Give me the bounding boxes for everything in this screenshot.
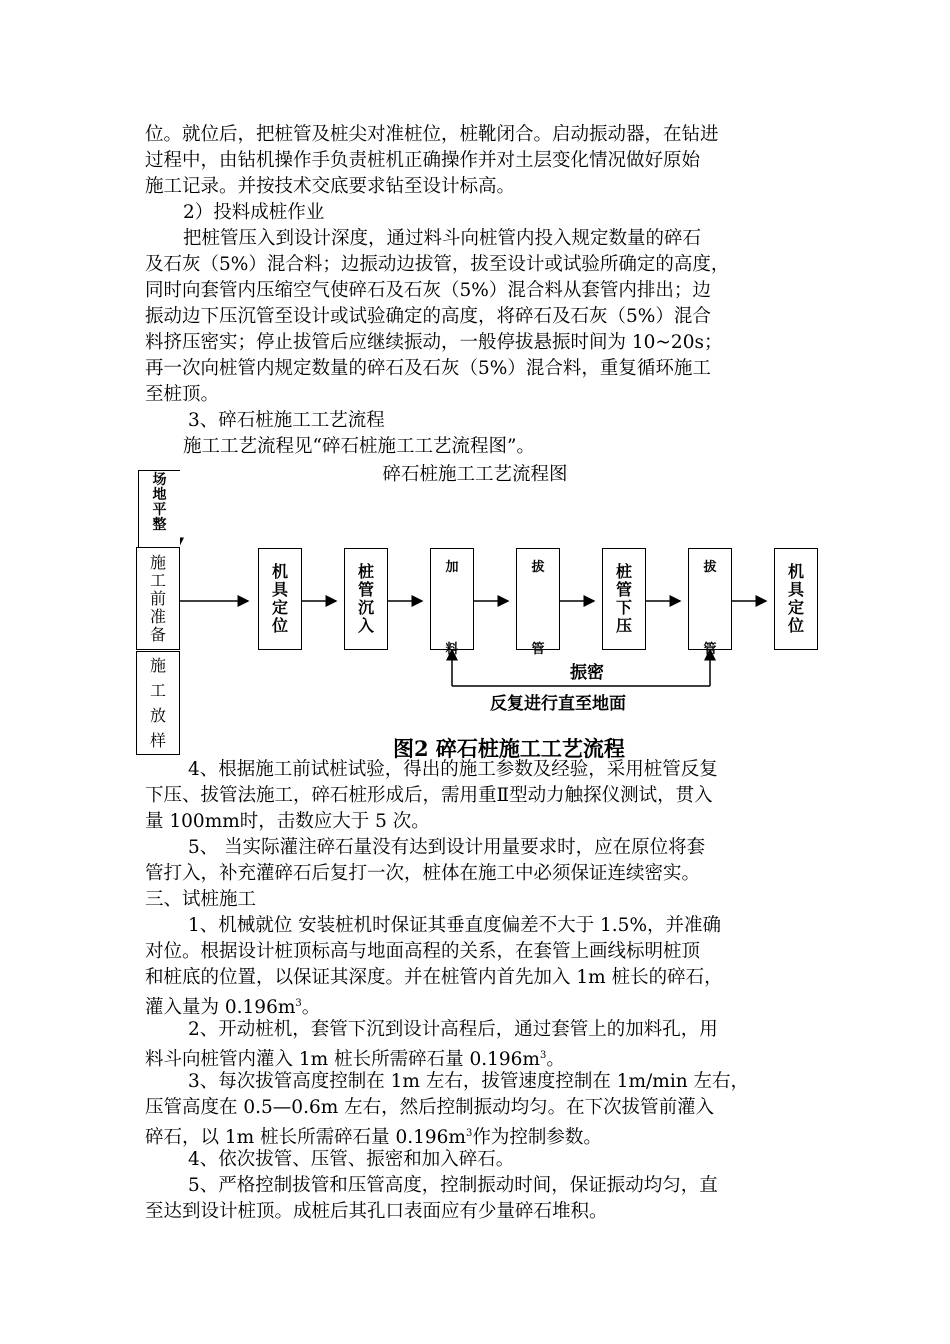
char: 准 — [149, 606, 166, 626]
paragraph-line: 3、每次拔管高度控制在 1m 左右，拔管速度控制在 1m/min 左右， — [188, 1071, 750, 1092]
char: 样 — [149, 731, 166, 750]
step-feeding — [430, 548, 474, 657]
paragraph-line: 4、根据施工前试桩试验，得出的施工参数及经验，采用桩管反复 — [188, 759, 718, 780]
paragraph-line: 同时向套管内压缩空气使碎石及石灰（5%）混合料从套管内排出；边 — [145, 280, 711, 301]
subheading: 2）投料成桩作业 — [183, 202, 325, 223]
char: 定 — [787, 598, 804, 617]
char: 平 — [152, 502, 167, 518]
vibration-label: 振密 — [570, 663, 604, 683]
paragraph-line: 施工工艺流程见“碎石桩施工工艺流程图”。 — [183, 436, 535, 457]
char: 位 — [787, 616, 804, 635]
char: 入 — [357, 616, 374, 635]
step-pull-pipe — [516, 548, 560, 657]
figure-title: 碎石桩施工工艺流程图 — [382, 464, 568, 485]
char: 沉 — [357, 598, 374, 617]
paragraph-line: 1、机械就位 安装桩机时保证其垂直度偏差不大于 1.5%，并准确 — [188, 915, 722, 936]
section-heading: 三、试桩施工 — [145, 889, 257, 910]
char: 场 — [152, 472, 167, 488]
paragraph-line: 料斗向桩管内灌入 1m 桩长所需碎石量 $0.196m^3$。 — [145, 1049, 565, 1071]
loop-label: 反复进行直至地面 — [490, 694, 626, 714]
paragraph-line: 至达到设计桩顶。成桩后其孔口表面应有少量碎石堆积。 — [145, 1201, 608, 1222]
char: 施 — [149, 656, 166, 675]
paragraph-line: 把桩管压入到设计深度，通过料斗向桩管内投入规定数量的碎石 — [183, 228, 702, 249]
char: 管 — [615, 580, 632, 599]
char: 具 — [787, 580, 804, 599]
char: 定 — [271, 598, 288, 617]
char: 备 — [149, 624, 166, 644]
paragraph-line: 量 100mm时，击数应大于 5 次。 — [145, 811, 430, 832]
paragraph-line: 下压、拔管法施工，碎石桩形成后，需用重Ⅱ型动力触探仪测试，贯入 — [145, 785, 713, 806]
char: 管 — [531, 642, 545, 657]
paragraph-line: 及石灰（5%）混合料；边振动边拔管，拔至设计或试验所确定的高度， — [145, 254, 730, 275]
paragraph-line: 对位。根据设计桩顶标高与地面高程的关系，在套管上画线标明桩顶 — [145, 941, 701, 962]
char: 下 — [615, 598, 632, 617]
paragraph-line: 灌入量为 $0.196m^3$。 — [145, 997, 321, 1019]
char: 工 — [149, 570, 166, 590]
step-press-pipe — [602, 548, 646, 650]
char: 料 — [445, 642, 459, 657]
char: 拔 — [703, 560, 717, 575]
step-machine-reposition — [774, 548, 818, 650]
step-pipe-sinking — [344, 548, 388, 650]
char: 拔 — [531, 560, 545, 575]
char: 地 — [152, 487, 167, 503]
char: 工 — [149, 681, 166, 700]
char: 机 — [787, 562, 804, 581]
char: 管 — [357, 580, 374, 599]
paragraph-line: 管打入，补充灌碎石后复打一次，桩体在施工中必须保证连续密实。 — [145, 863, 701, 884]
char: 前 — [149, 588, 166, 608]
char: 整 — [152, 517, 167, 533]
char: 管 — [703, 642, 717, 657]
paragraph-line: 位。就位后，把桩管及桩尖对准桩位，桩靴闭合。启动振动器，在钻进 — [145, 124, 719, 145]
paragraph-line: 再一次向桩管内规定数量的碎石及石灰（5%）混合料，重复循环施工 — [145, 358, 711, 379]
step-pull-pipe-2 — [688, 548, 732, 657]
box-site-leveling — [138, 470, 180, 548]
paragraph-line: 5、严格控制拔管和压管高度，控制振动时间，保证振动均匀，直 — [188, 1175, 718, 1196]
box-stakeout — [136, 651, 180, 755]
char: 机 — [271, 562, 288, 581]
char: 具 — [271, 580, 288, 599]
paragraph-line: 施工记录。并按技术交底要求钻至设计标高。 — [145, 176, 516, 197]
paragraph-line: 5、 当实际灌注碎石量没有达到设计用量要求时，应在原位将套 — [188, 837, 706, 858]
subheading: 3、碎石桩施工工艺流程 — [188, 410, 385, 431]
paragraph-line: 料挤压密实；停止拔管后应继续振动，一般停拔悬振时间为 10~20s； — [145, 332, 723, 353]
paragraph-line: 至桩顶。 — [145, 384, 220, 405]
paragraph-line: 过程中，由钻机操作手负责桩机正确操作并对土层变化情况做好原始 — [145, 150, 701, 171]
char: 压 — [615, 616, 632, 635]
paragraph-line: 碎石，以 1m 桩长所需碎石量 $0.196m^3$作为控制参数。 — [145, 1127, 602, 1149]
paragraph-line: 4、依次拔管、压管、振密和加入碎石。 — [188, 1149, 515, 1170]
figure-caption: 图2 碎石桩施工工艺流程 — [393, 736, 625, 761]
char: 桩 — [357, 562, 374, 581]
box-pre-construction — [136, 547, 180, 650]
paragraph-line: 2、开动桩机，套管下沉到设计高程后，通过套管上的加料孔，用 — [188, 1019, 718, 1040]
paragraph-line: 压管高度在 0.5—0.6m 左右，然后控制振动均匀。在下次拔管前灌入 — [145, 1097, 715, 1118]
paragraph-line: 和桩底的位置，以保证其深度。并在桩管内首先加入 1m 桩长的碎石， — [145, 967, 723, 988]
char: 桩 — [615, 562, 632, 581]
char: 位 — [271, 616, 288, 635]
step-machine-positioning — [258, 548, 302, 650]
paragraph-line: 振动边下压沉管至设计或试验确定的高度，将碎石及石灰（5%）混合 — [145, 306, 711, 327]
char: 放 — [149, 706, 166, 725]
char: 加 — [445, 560, 459, 575]
char: 施 — [149, 552, 166, 572]
